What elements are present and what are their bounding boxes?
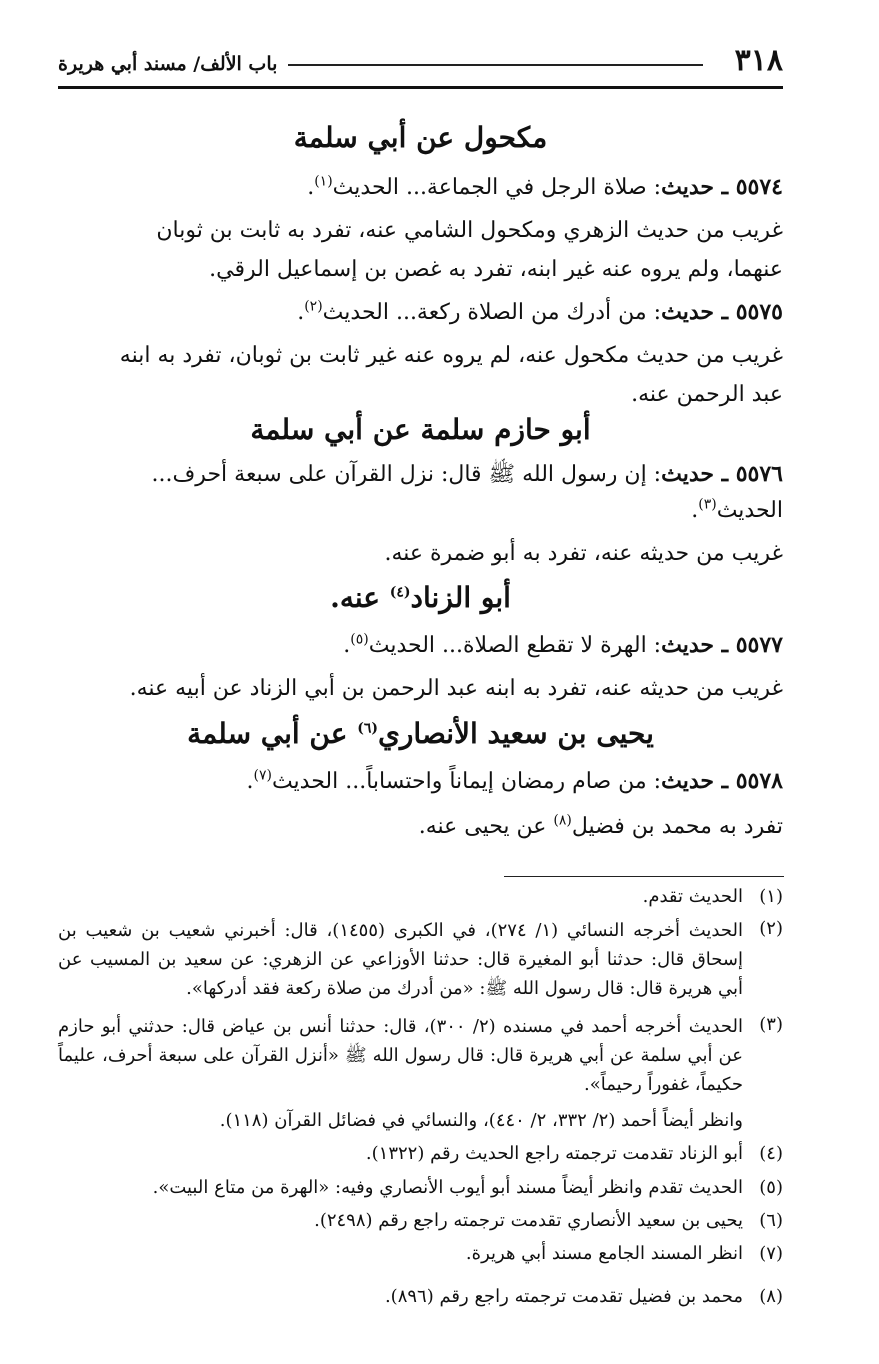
hadith-number: ٥٥٧٨ ـ حديث bbox=[661, 768, 783, 794]
commentary-line: عنهما، ولم يروه عنه غير ابنه، تفرد به غصن بن إسماعيل الرقي. bbox=[209, 257, 783, 282]
hadith-end: . bbox=[343, 633, 351, 658]
commentary-line: غريب من حديثه عنه، تفرد به ابنه عبد الرحمن بن أبي الزناد عن أبيه عنه. bbox=[129, 676, 783, 701]
footnote-ref: (٦) bbox=[357, 720, 378, 737]
hadith-entry bbox=[96, 766, 783, 797]
header-dash-line bbox=[288, 64, 703, 66]
footnote-number: (٥) bbox=[759, 1177, 783, 1198]
footnote-number: (٢) bbox=[759, 918, 783, 939]
footnote-ref: (٧) bbox=[253, 767, 272, 784]
footnote-text: الحديث تقدم. bbox=[642, 886, 743, 907]
footnote-number: (٤) bbox=[759, 1143, 783, 1164]
footnote bbox=[58, 1241, 783, 1267]
page-number: ٣١٨ bbox=[734, 43, 783, 78]
hadith-number: ٥٥٧٧ ـ حديث bbox=[661, 632, 783, 658]
heading-text: أبو الزناد bbox=[410, 581, 511, 614]
hadith-entry bbox=[96, 297, 783, 328]
footnote-ref: (٢) bbox=[304, 298, 323, 315]
hadith-number: ٥٥٧٤ ـ حديث bbox=[661, 174, 783, 200]
hadith-text: : إن رسول الله ﷺ قال: نزل القرآن على سبعة أحرف... bbox=[151, 462, 662, 487]
hadith-text: : من أدرك من الصلاة ركعة... الحديث bbox=[322, 300, 662, 325]
commentary-line: غريب من حديث مكحول عنه، لم يروه عنه غير ثابت بن ثوبان، تفرد به ابنه bbox=[119, 343, 783, 368]
footnote-text: الحديث تقدم وانظر أيضاً مسند أبو أيوب الأنصاري وفيه: «الهرة من متاع البيت». bbox=[152, 1177, 743, 1198]
footnote bbox=[58, 1208, 783, 1234]
footnote-text: الحديث أخرجه النسائي (١/ ٢٧٤)، في الكبرى (١٤٥٥)، قال: أخبرني شعيب بن شعيب بن إسحاق قال: حدثنا أبو المغيرة قال: حدثنا الأوزاعي عن الزهري: عن سعيد بن المسيب عن أبي هريرة قال: قال رسول الله ﷺ: «من أدرك من صلاة ركعة فقد أدركها». bbox=[58, 920, 743, 999]
hadith-end: . bbox=[297, 300, 305, 325]
hadith-end: . bbox=[307, 175, 315, 200]
footnote-text: محمد بن فضيل تقدمت ترجمته راجع رقم (٨٩٦). bbox=[384, 1286, 743, 1307]
hadith-continuation bbox=[96, 496, 783, 526]
heading-text: يحيى بن سعيد الأنصاري bbox=[377, 717, 654, 750]
footnote-ref: (٥) bbox=[350, 631, 369, 648]
footnote bbox=[58, 1284, 783, 1310]
footnote-text: انظر المسند الجامع مسند أبي هريرة. bbox=[465, 1243, 743, 1264]
hadith-number: ٥٥٧٥ ـ حديث bbox=[661, 299, 783, 325]
commentary-line: عبد الرحمن عنه. bbox=[631, 382, 783, 407]
commentary-line bbox=[96, 812, 783, 842]
footnote-ref: (٨) bbox=[553, 812, 572, 829]
footnote bbox=[58, 1141, 783, 1167]
footnote-text: أبو الزناد تقدمت ترجمته راجع الحديث رقم (١٣٢٢). bbox=[365, 1143, 743, 1164]
commentary-line: غريب من حديث الزهري ومكحول الشامي عنه، تفرد به ثابت بن ثوبان bbox=[156, 218, 783, 243]
footnote-number: (٧) bbox=[759, 1243, 783, 1264]
commentary-line: غريب من حديثه عنه، تفرد به أبو ضمرة عنه. bbox=[384, 541, 783, 566]
section-heading bbox=[58, 716, 783, 752]
footnote-text: وانظر أيضاً أحمد (٢/ ٣٣٢، ٢/ ٤٤٠)، والنسائي في فضائل القرآن (١١٨). bbox=[219, 1110, 743, 1131]
section-heading: أبو حازم سلمة عن أبي سلمة bbox=[250, 413, 591, 446]
commentary-text: تفرد به محمد بن فضيل bbox=[571, 814, 783, 839]
footnote-number: (٦) bbox=[759, 1210, 783, 1231]
footnote-number: (٣) bbox=[759, 1014, 783, 1035]
section-heading bbox=[58, 580, 783, 616]
footnote-separator bbox=[504, 876, 784, 877]
hadith-text: : صلاة الرجل في الجماعة... الحديث bbox=[332, 175, 662, 200]
heading-text: عنه. bbox=[330, 581, 390, 614]
commentary-text: عن يحيى عنه. bbox=[418, 814, 554, 839]
footnote-ref: (٤) bbox=[389, 584, 411, 601]
hadith-end: . bbox=[691, 498, 699, 523]
footnote bbox=[58, 1108, 783, 1134]
hadith-entry bbox=[58, 459, 783, 490]
footnote bbox=[58, 916, 783, 1000]
footnote-text: يحيى بن سعيد الأنصاري تقدمت ترجمته راجع رقم (٢٤٩٨). bbox=[314, 1210, 743, 1231]
hadith-text: : الهرة لا تقطع الصلاة... الحديث bbox=[368, 633, 662, 658]
footnote-number: (٨) bbox=[759, 1286, 783, 1307]
footnote-ref: (٣) bbox=[698, 496, 717, 513]
header-rule bbox=[58, 86, 783, 89]
heading-text: عن أبي سلمة bbox=[187, 717, 358, 750]
footnote bbox=[58, 1175, 783, 1201]
footnote bbox=[58, 1012, 783, 1096]
running-title: باب الألف/ مسند أبي هريرة bbox=[58, 53, 278, 75]
hadith-entry bbox=[96, 630, 783, 661]
hadith-number: ٥٥٧٦ ـ حديث bbox=[661, 461, 783, 487]
page-header bbox=[58, 38, 783, 88]
hadith-end: . bbox=[246, 769, 254, 794]
hadith-entry bbox=[96, 172, 783, 203]
footnote-text: الحديث أخرجه أحمد في مسنده (٢/ ٣٠٠)، قال: حدثنا أنس بن عياض قال: حدثني أبو حازم عن أبي سلمة عن أبي هريرة قال: قال رسول الله ﷺ «أنزل القرآن على سبعة أحرف، عليماً حكيماً، غفوراً رحيماً». bbox=[58, 1016, 743, 1095]
footnote-ref: (١) bbox=[314, 173, 333, 190]
section-heading: مكحول عن أبي سلمة bbox=[293, 121, 548, 154]
footnote-number: (١) bbox=[759, 886, 783, 907]
hadith-text: : من صام رمضان إيماناً واحتساباً... الحديث bbox=[271, 769, 662, 794]
footnote bbox=[58, 884, 783, 910]
hadith-text: الحديث bbox=[716, 498, 783, 523]
